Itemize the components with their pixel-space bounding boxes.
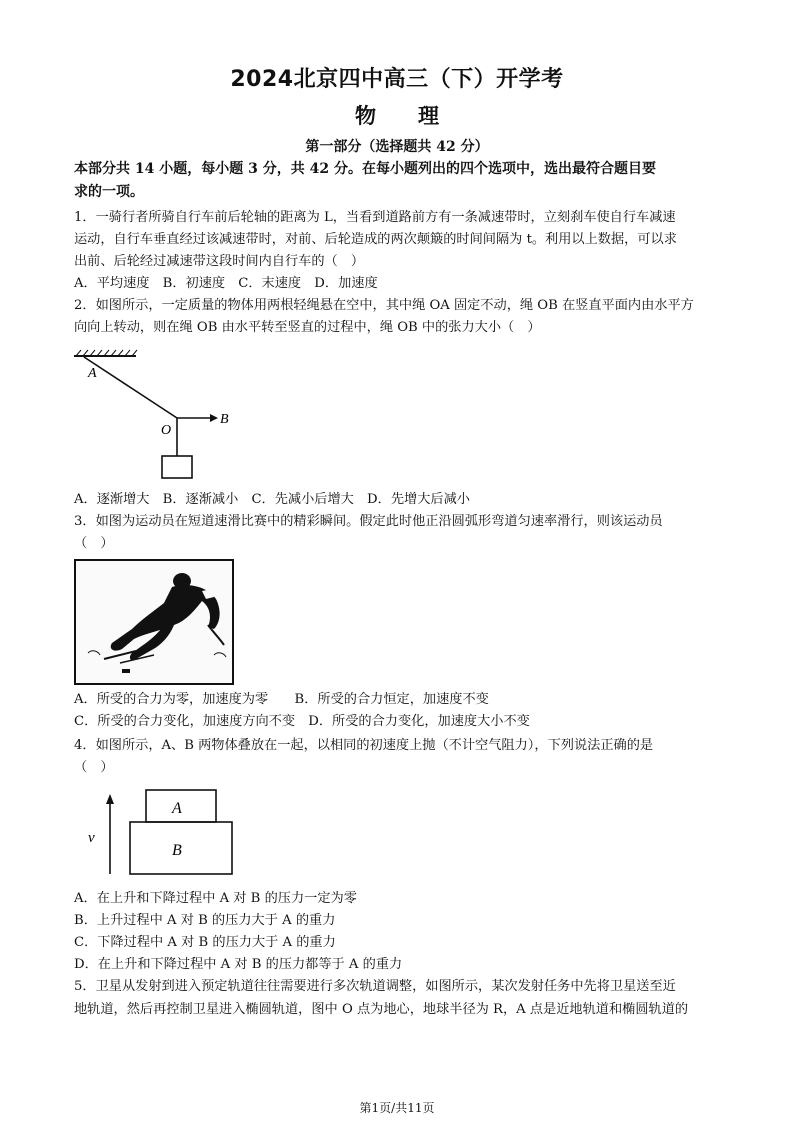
velocity-arrow-icon xyxy=(106,794,114,804)
hanging-block xyxy=(162,456,192,478)
instructions-line-1: 本部分共 14 小题，每小题 3 分，共 42 分。在每小题列出的四个选项中，选出最符合题目要 xyxy=(74,161,656,177)
q2-options: A．逐渐增大 B．逐渐减小 C．先减小后增大 D．先增大后减小 xyxy=(74,492,470,507)
rope-oa xyxy=(84,357,177,418)
q2-line-2: 向向上转动，则在绳 OB 由水平转至竖直的过程中，绳 OB 中的张力大小（ ） xyxy=(74,320,541,335)
q4-option-d: D．在上升和下降过程中 A 对 B 的压力都等于 A 的重力 xyxy=(74,957,403,972)
q1-line-1: 1．一骑行者所骑自行车前后轮轴的距离为 L，当看到道路前方有一条减速带时，立刻刹车使自行车减速 xyxy=(74,210,676,225)
label-b: B xyxy=(220,412,229,427)
q1-line-3: 出前、后轮经过减速带这段时间内自行车的（ ） xyxy=(74,254,365,269)
q1-options: A．平均速度 B．初速度 C．末速度 D．加速度 xyxy=(74,276,378,291)
q3-options-1: A．所受的合力为零，加速度为零 B．所受的合力恒定，加速度不变 xyxy=(74,692,489,707)
label-v: v xyxy=(88,830,95,846)
q4-line-2: （ ） xyxy=(74,760,114,775)
q2-rope-figure xyxy=(70,348,250,483)
section-heading: 第一部分（选择题共 42 分） xyxy=(305,139,489,155)
exam-title: 2024北京四中高三（下）开学考 xyxy=(230,67,564,92)
q4-blocks-figure xyxy=(80,784,240,880)
q2-line-1: 2．如图所示，一定质量的物体用两根轻绳悬在空中，其中绳 OA 固定不动，绳 OB 在竖直平面内由水平方 xyxy=(74,298,694,313)
q4-option-a: A．在上升和下降过程中 A 对 B 的压力一定为零 xyxy=(74,891,357,906)
arrow-b-icon xyxy=(210,414,218,422)
q4-option-c: C．下降过程中 A 对 B 的压力大于 A 的重力 xyxy=(74,935,336,950)
q4-line-1: 4．如图所示，A、B 两物体叠放在一起，以相同的初速度上抛（不计空气阻力），下列说法正确的是 xyxy=(74,738,654,753)
q3-line-1: 3．如图为运动员在短道速滑比赛中的精彩瞬间。假定此时他正沿圆弧形弯道匀速率滑行，则该运动员 xyxy=(74,514,663,529)
instructions-line-2: 求的一项。 xyxy=(74,184,144,200)
q3-line-2: （ ） xyxy=(74,536,114,551)
subject-title: 物 理 xyxy=(355,104,439,128)
q5-line-1: 5．卫星从发射到进入预定轨道往往需要进行多次轨道调整，如图所示，某次发射任务中先将卫星送至近 xyxy=(74,979,676,994)
ceiling-hatch xyxy=(74,350,137,356)
q3-skater-photo xyxy=(74,559,234,685)
label-a: A xyxy=(88,366,97,381)
q5-line-2: 地轨道，然后再控制卫星进入椭圆轨道，图中 O 点为地心，地球半径为 R，A 点是近地轨道和椭圆轨道的 xyxy=(74,1002,689,1017)
label-block-a: A xyxy=(172,800,182,817)
q3-options-2: C．所受的合力变化，加速度方向不变 D．所受的合力变化，加速度大小不变 xyxy=(74,714,530,729)
q1-line-2: 运动，自行车垂直经过该减速带时，对前、后轮造成的两次颠簸的时间间隔为 t。利用以上数据，可以求 xyxy=(74,232,677,247)
label-o: O xyxy=(161,423,172,438)
q4-option-b: B．上升过程中 A 对 B 的压力大于 A 的重力 xyxy=(74,913,336,928)
label-block-b: B xyxy=(172,842,182,859)
page-number: 第1页/共11页 xyxy=(359,1101,435,1115)
